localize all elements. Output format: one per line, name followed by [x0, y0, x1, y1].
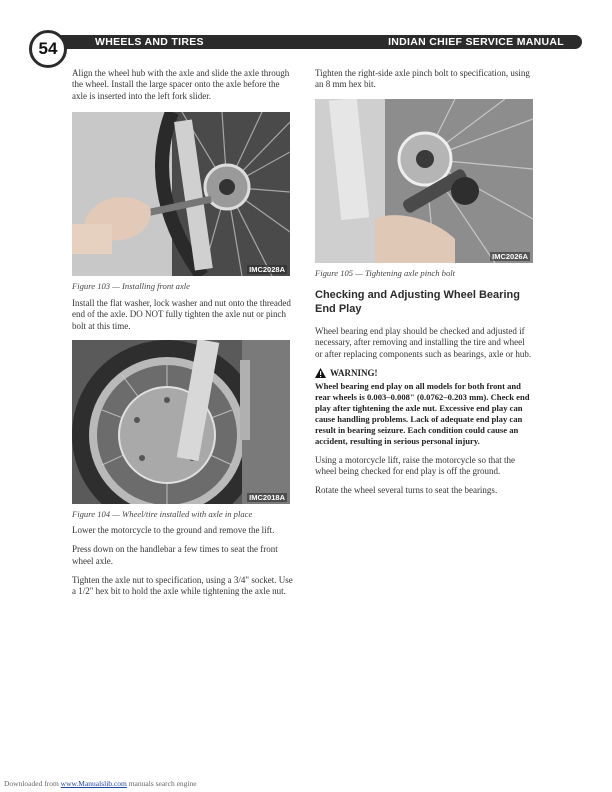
warning-icon	[315, 368, 326, 378]
figure-caption: Figure 104 — Wheel/tire installed with axle in place	[72, 509, 253, 519]
manualslib-link[interactable]: www.Manualslib.com	[60, 779, 127, 788]
right-column	[315, 68, 533, 497]
figure-caption: Figure 103 — Installing front axle	[72, 281, 190, 291]
paragraph: Install the flat washer, lock washer and nut onto the threaded end of the axle. DO NOT fully tighten the axle nut or pinch bolt at this time.	[72, 298, 291, 331]
page-number: 54	[29, 30, 67, 68]
footer-suffix: manuals search engine	[128, 779, 197, 788]
section-heading: Checking and Adjusting Wheel Bearing End Play	[315, 289, 520, 315]
paragraph: Press down on the handlebar a few times to seat the front wheel axle.	[72, 544, 278, 566]
paragraph: Align the wheel hub with the axle and slide the axle through the wheel. Install the large spacer onto the axle before the axle is inserted into the left fork slider.	[72, 68, 290, 101]
figure-id: IMC2026A	[492, 252, 528, 261]
left-column	[72, 68, 294, 597]
figure-id: IMC2018A	[249, 493, 285, 502]
paragraph: Tighten the right-side axle pinch bolt to specification, using an 8 mm hex bit.	[315, 68, 530, 90]
paragraph: Rotate the wheel several turns to seat the bearings.	[315, 485, 498, 496]
figure-104-photo	[72, 340, 290, 504]
manual-title: INDIAN CHIEF SERVICE MANUAL	[388, 36, 564, 48]
paragraph: Tighten the axle nut to specification, using a 3/4" socket. Use a 1/2" hex bit to hold the axle while tightening the axle nut.	[72, 574, 293, 597]
section-title: WHEELS AND TIRES	[95, 36, 204, 48]
warning-header	[315, 368, 533, 378]
footer	[4, 779, 197, 788]
figure-105-photo	[315, 99, 533, 263]
paragraph: Wheel bearing end play should be checked and adjusted if necessary, after removing and installing the tire and wheel or after replacing components such as bearings, axle or hub.	[315, 326, 532, 359]
warning-label: WARNING!	[330, 367, 378, 378]
figure-caption: Figure 105 — Tightening axle pinch bolt	[315, 268, 456, 278]
figure-103-photo	[72, 112, 290, 276]
paragraph: Lower the motorcycle to the ground and remove the lift.	[72, 525, 275, 535]
footer-prefix: Downloaded from	[4, 779, 59, 788]
paragraph: Using a motorcycle lift, raise the motorcycle so that the wheel being checked for end play is off the ground.	[315, 454, 515, 477]
warning-text: Wheel bearing end play on all models for both front and rear wheels is 0.003–0.008" (0.0762–0.203 mm). Check end play after tightening the axle nut. Excessive end play can cause handling problems. Lack of adequate end play can result in bearing seizure. Each condition could cause an accident, resulting in serious personal injury.	[315, 380, 530, 446]
figure-id: IMC2028A	[249, 265, 285, 274]
